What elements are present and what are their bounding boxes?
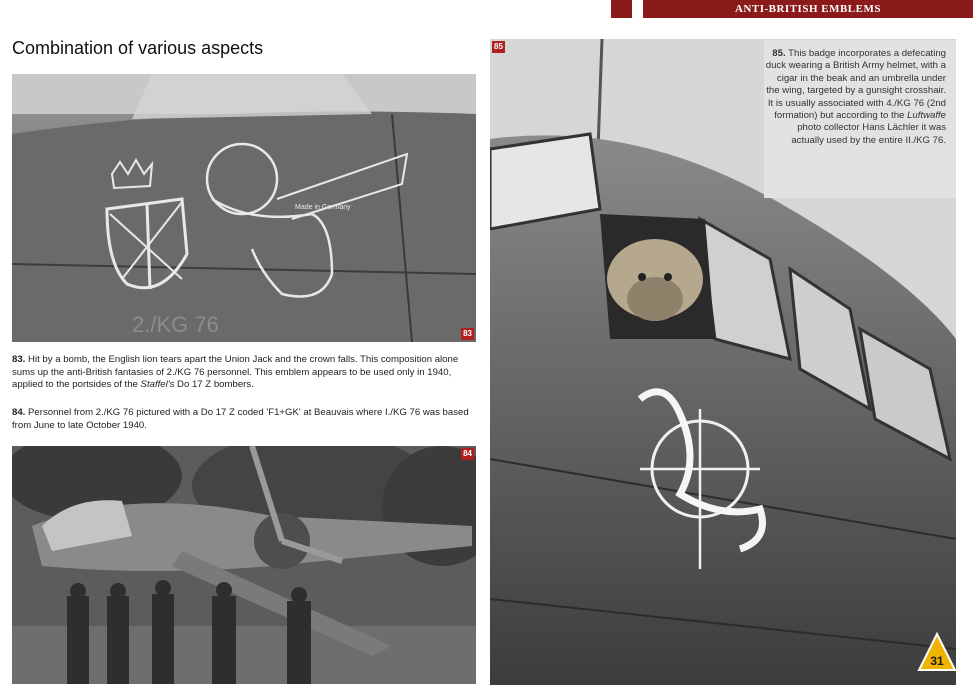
photo-number-badge: 83 (463, 329, 472, 338)
section-label: ANTI-BRITISH EMBLEMS (734, 3, 881, 15)
page-title: Combination of various aspects (12, 38, 264, 58)
caption-number: 84. (12, 407, 26, 418)
unit-code-text: 2./KG 76 (132, 312, 219, 337)
caption-italic: Luftwaffe (907, 110, 946, 122)
caption-85-box (764, 40, 956, 198)
caption-text: photo collector Hans Lächler it was actually used by the entire II./KG 76. (791, 122, 946, 146)
section-header (643, 0, 973, 18)
photo-84 (12, 446, 476, 684)
aircraft-nose-emblem-image (12, 74, 476, 342)
caption-83 (12, 354, 476, 392)
caption-text: Hit by a bomb, the English lion tears apart the Union Jack and the crown falls. This composition alone sums up the anti-British fantasies of 2./KG 76 personnel. This emblem appears to be used only in 1940, applied to the portsides of the (12, 354, 459, 390)
caption-text: Do 17 Z bombers. (174, 379, 254, 390)
page-number-badge (917, 632, 957, 672)
caption-84 (12, 407, 476, 432)
crew-with-bomber-image (12, 446, 476, 684)
header-tab (611, 0, 632, 18)
photo-83 (12, 74, 476, 342)
caption-italic: Staffel's (140, 379, 175, 390)
caption-number: 83. (12, 354, 26, 365)
page-number: 31 (930, 654, 944, 668)
caption-text: Personnel from 2./KG 76 pictured with a Do 17 Z coded 'F1+GK' at Beauvais where I./KG 76 was based from June to late October 1940. (12, 407, 469, 431)
photo-number-badge: 85 (494, 42, 503, 51)
caption-number: 85. (772, 48, 786, 59)
photo-number-badge: 84 (463, 449, 472, 458)
caption-text: This badge incorporates a defecating duck wearing a British Army helmet, with a cigar in the beak and an umbrella under the wing, targeted by a gunsight crosshair. It is usually associated with 4./KG 76 (2nd formation) but according to the (765, 48, 946, 122)
emblem-made-in-germany-text: Made in Germany (295, 204, 351, 211)
triangle-icon (917, 632, 957, 672)
